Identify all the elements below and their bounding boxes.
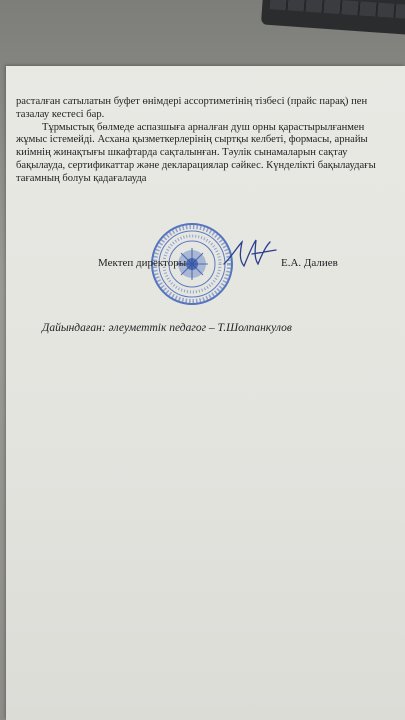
director-name: Е.А. Далиев bbox=[281, 257, 338, 269]
paragraph-1: расталған сатылатын буфет өнімдері ассортиметінің тізбесі (прайс парақ) пен тазалау кестесі бар. bbox=[16, 96, 368, 120]
prepared-by: Дайындаған: әлеуметтік педагог – Т.Шолпанкулов bbox=[42, 322, 292, 334]
paragraph-2: Тұрмыстық бөлмеде аспазшыға арналған душ орны қарастырылғанмен жұмыс істемейді. Асхана қызметкерлерінің сыртқы келбеті, формасы, арнайы киімнің жинақтығы шкафтарда сақталынған. Тәулік сынамаларын сақтау бақылауда, сертификаттар және декларациялар сәйкес. Күнделікті бақылаудағы тағамның болуы қадағалауда bbox=[16, 121, 376, 184]
director-title: Мектеп директоры bbox=[98, 257, 187, 269]
signature-icon bbox=[222, 236, 280, 270]
document-body bbox=[16, 96, 396, 186]
